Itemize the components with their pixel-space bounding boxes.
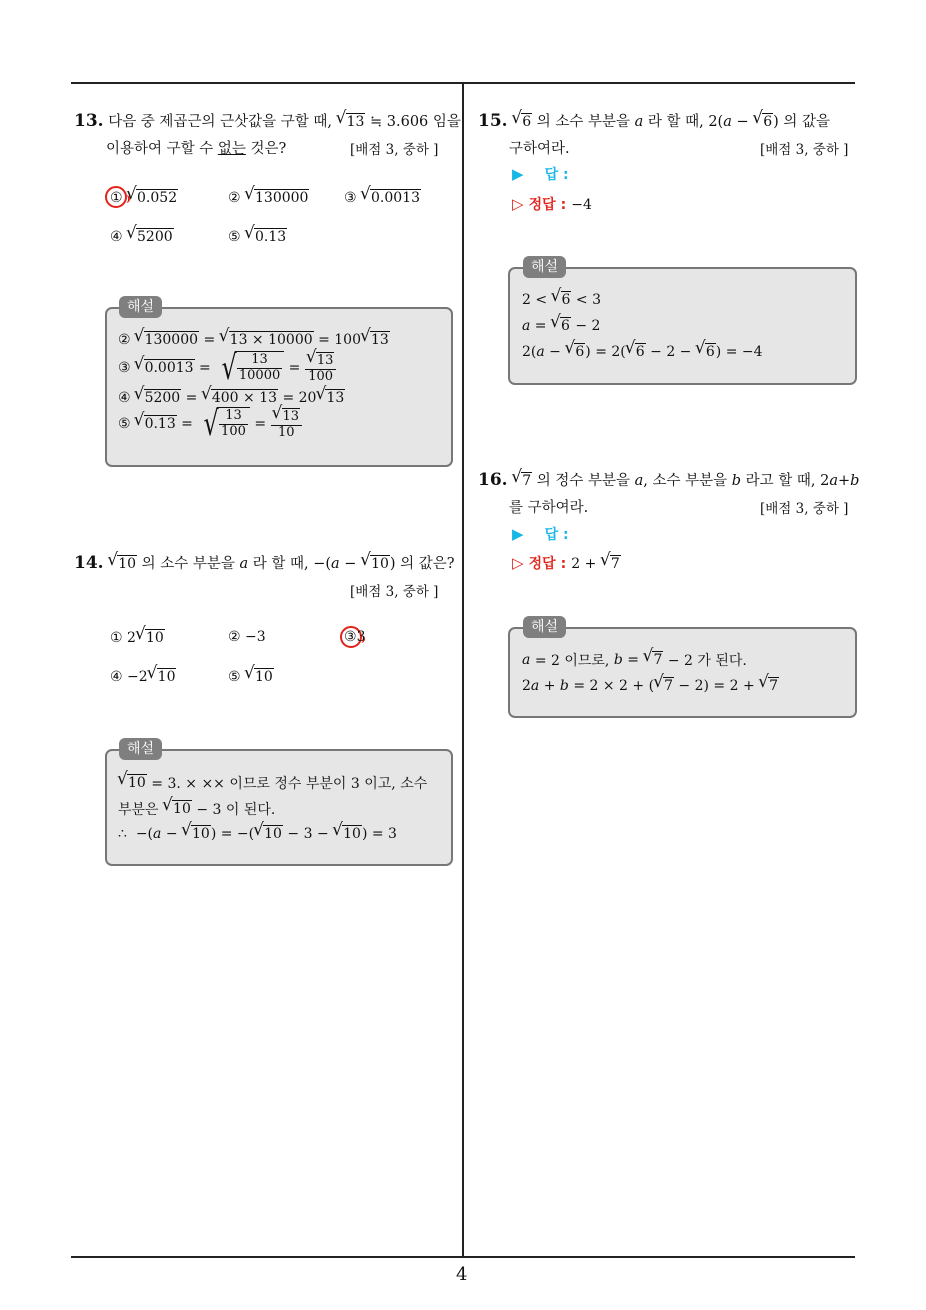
play-icon: ▶ <box>512 525 524 543</box>
q15-line2: 구하여라. <box>509 141 570 157</box>
q13-sol-line-2: ② √ 130000 = √ 13 × 10000 = 100 √ 13 <box>118 331 390 349</box>
page-number: 4 <box>456 1264 468 1285</box>
q14-sol-line-3: ∴ −( a − √ 10 ) = −( √ 10 − 3 − √ 10 ) = 3 <box>118 825 397 843</box>
q13-solution-tag: 해설 <box>119 296 162 318</box>
q13-text: 다음 중 제곱근의 근삿값을 구할 때, <box>108 114 332 130</box>
q13-number: 13. <box>74 111 104 131</box>
q13-option-5[interactable]: ⑤ √ 0.13 <box>228 228 287 246</box>
q13-line2: 이용하여 구할 수 없는 것은? <box>106 141 287 157</box>
q16-solution-tag: 해설 <box>523 616 566 638</box>
q15-solution-tag: 해설 <box>523 256 566 278</box>
q14-option-4[interactable]: ④ −2√ 10 <box>110 668 176 686</box>
q13-sol-line-3: ③ √ 0.0013 = √ $\frac{13}{10000}$ = √ $\frac{13}{100}$ <box>118 351 336 385</box>
q13-sol-line-4: ④ √ 5200 = √ 400 × 13 = 20 √ 13 <box>118 389 345 407</box>
q13-text-b: ≒ 3.606 임을 <box>370 114 461 130</box>
q14-number: 14. <box>74 553 104 573</box>
q16-solution-box <box>508 627 857 718</box>
outline-play-icon: ▷ <box>512 554 524 572</box>
q15-answer-label: 답 : <box>544 167 569 183</box>
q16-correct-row <box>512 553 621 573</box>
q16-correct-value: 2 + √ 7 <box>571 556 620 572</box>
q15-line1: 15. √ 6 의 소수 부분을 a 라 할 때, 2(a − √ 6) 의 값을 <box>478 110 830 131</box>
q15-sol-line-3: 2( a − √ 6 ) = 2( √ 6 − 2 − √ 6 ) = −4 <box>522 343 763 361</box>
q15-number: 15. <box>478 111 508 131</box>
outline-play-icon: ▷ <box>512 195 524 213</box>
q16-line2: 를 구하여라. <box>509 500 589 516</box>
sqrt-13: √ 13 <box>337 113 366 131</box>
q15-correct-value: −4 <box>571 197 592 213</box>
q14-option-2[interactable]: ② −3 <box>228 629 266 645</box>
q14-sol-line-1: √ 10 = 3. × ×× 이므로 정수 부분이 3 이고, 소수 <box>118 773 427 793</box>
q16-correct-label: 정답 : <box>528 556 567 572</box>
q16-sol-line-1: a = 2 이므로, b = √ 7 − 2 가 된다. <box>522 650 747 670</box>
q16-score: [배점 3, 중하 ] <box>760 501 849 517</box>
q16-answer-row[interactable] <box>512 524 569 544</box>
q16-answer-label: 답 : <box>544 527 569 543</box>
q14-solution-tag: 해설 <box>119 738 162 760</box>
q14-option-5[interactable]: ⑤ √ 10 <box>228 668 274 686</box>
q13-option-3[interactable]: ③ √ 0.0013 <box>344 189 421 207</box>
q15-correct-label: 정답 : <box>528 197 567 213</box>
q14-line1: 14. √ 10 의 소수 부분을 a 라 할 때, −(a − √ 10) 의 값은? <box>74 552 455 573</box>
q14-option-1[interactable]: ① 2√ 10 <box>110 629 165 647</box>
q15-sol-line-2: a = √ 6 − 2 <box>522 317 600 335</box>
q15-score: [배점 3, 중하 ] <box>760 142 849 158</box>
q13-sol-line-5: ⑤ √ 0.13 = √ $\frac{13}{100}$ = √ $\frac{13}{10}$ <box>118 407 302 441</box>
q16-line1: 16. √ 7 의 정수 부분을 a, 소수 부분을 b 라고 할 때, 2a+b <box>478 469 859 490</box>
play-icon: ▶ <box>512 165 524 183</box>
q14-option-3[interactable]: ③3 <box>344 629 366 645</box>
q16-number: 16. <box>478 470 508 490</box>
q14-score: [배점 3, 중하 ] <box>350 584 439 600</box>
underlined-word: 없는 <box>217 141 246 157</box>
q13-option-1[interactable]: ① √ 0.052 <box>110 189 178 207</box>
q15-correct-row <box>512 194 592 214</box>
column-divider <box>462 83 464 1258</box>
q13-option-2[interactable]: ② √ 130000 <box>228 189 309 207</box>
q13-option-4[interactable]: ④ √ 5200 <box>110 228 174 246</box>
q13-line1 <box>74 110 461 131</box>
q15-answer-row[interactable] <box>512 164 569 184</box>
q13-score: [배점 3, 중하 ] <box>350 142 439 158</box>
bottom-rule <box>71 1256 855 1258</box>
q15-sol-line-1: 2 < √ 6 < 3 <box>522 291 601 309</box>
q16-sol-line-2: 2 a + b = 2 × 2 + ( √ 7 − 2) = 2 + √ 7 <box>522 677 779 695</box>
q14-sol-line-2: 부분은 √ 10 − 3 이 된다. <box>118 799 275 819</box>
